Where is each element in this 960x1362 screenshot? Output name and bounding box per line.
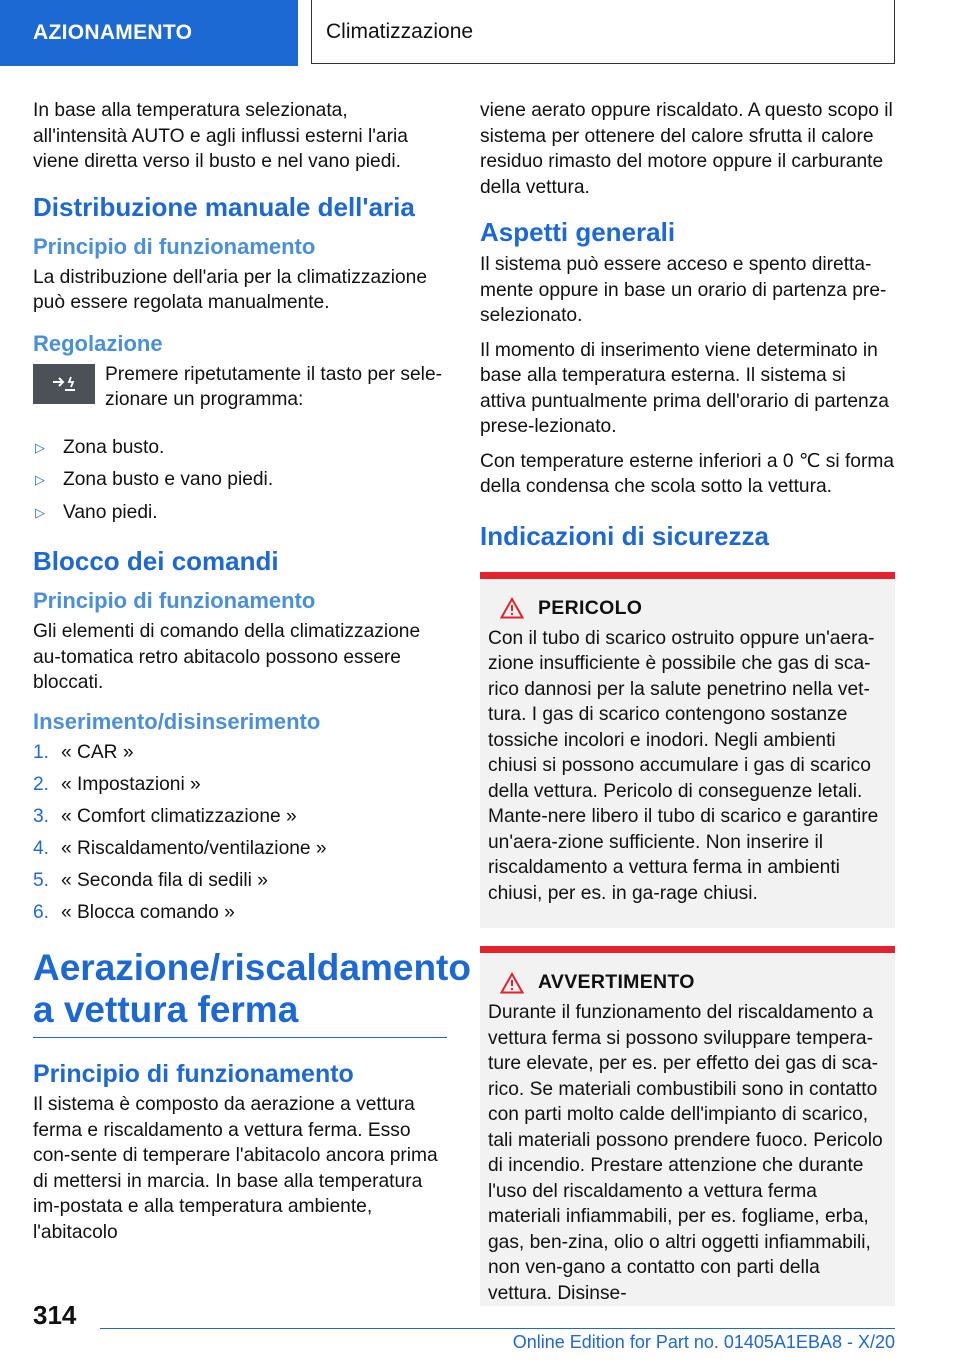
triangle-bullet-icon: ▷ [35, 439, 45, 455]
principle-paragraph-3: Il sistema è composto da aerazione a vettura ferma e riscaldamento a vettura ferma. Esso con-sente di temperare l'abitacolo ancora prima di mettersi in marcia. In base alla temperatura im-postata e alla temperatura ambiente, l'abitacolo [33, 1094, 438, 1243]
button-instruction-text: Premere ripetutamente il tasto per sele-zionare un programma: [105, 363, 442, 410]
page-header [0, 0, 960, 66]
chapter-title: Climatizzazione [311, 0, 895, 64]
blocco-heading: Blocco dei comandi [33, 546, 279, 576]
regolazione-heading: Regolazione [33, 330, 163, 356]
danger-text: Con il tubo di scarico ostruito oppure un'aera-zione insufficiente è possibile che gas di sca-rico dannosi per la salute penetrino nella vet-tura. I gas di scarico contengono sostanze tossiche incolori e inodori. Negli ambienti chiusi si possono accumulare i gas di scarico della vettura. Pericolo di conseguenze letali. Mante-nere libero il tubo di scarico e garantire un'aera-zione sufficiente. Non inserire il riscaldamento a vettura ferma in ambienti chiusi, per es. in ga-rage chiusi. [488, 627, 879, 904]
list-item: 3. « Comfort climatizzazione » [33, 805, 297, 827]
air-distribution-button-icon [33, 364, 95, 404]
list-item: 5. « Seconda fila di sedili » [33, 869, 268, 891]
aspetti-paragraph-3: Con temperature esterne inferiori a 0 ℃ si forma della condensa che scola sotto la vettura. [480, 450, 895, 497]
list-item: ▷ Vano piedi. [33, 500, 447, 526]
section-divider [33, 1037, 447, 1038]
list-item: ▷ Zona busto e vano piedi. [33, 467, 447, 493]
list-item: 6. « Blocca comando » [33, 901, 235, 923]
warning-triangle-icon [500, 597, 524, 619]
list-item: 2. « Impostazioni » [33, 773, 201, 795]
list-item: 4. « Riscaldamento/ventilazione » [33, 837, 327, 859]
principle-heading-3: Principio di funzionamento [33, 1060, 354, 1088]
button-instruction [33, 362, 447, 413]
principle-paragraph: La distribuzione dell'aria per la climatizzazione può essere regolata manualmente. [33, 266, 428, 313]
page-number: 314 [33, 1300, 77, 1330]
warning-box [480, 946, 895, 1306]
left-column [33, 98, 471, 1254]
sicurezza-heading: Indicazioni di sicurezza [480, 520, 769, 551]
triangle-bullet-icon: ▷ [35, 472, 45, 487]
aspetti-heading: Aspetti generali [480, 217, 676, 247]
warning-text: Durante il funzionamento del riscaldamento a vettura ferma si possono sviluppare tempera-ture elevate, per es. per effetto dei gas di sca-rico. Se materiali combustibili sono in contatto con parti molto calde dell'impianto di scarico, tali materiali possono prendere fuoco. Pericolo di incendio. Prestare attenzione che durante l'uso del riscaldamento a vettura ferma materiali infiammabili, per es. fogliame, erba, gas, ben-zina, olio o altri oggetti infiammabili, non ven-gano a contatto con parti della vettura. Disinse- [488, 1002, 883, 1304]
principle-heading: Principio di funzionamento [33, 233, 316, 259]
danger-title: PERICOLO [500, 597, 887, 620]
steps-list [33, 740, 447, 926]
danger-box [480, 572, 895, 929]
distribution-heading: Distribuzione manuale dell'aria [33, 191, 415, 222]
warning-triangle-icon [500, 972, 524, 994]
aspetti-paragraph-2: Il momento di inserimento viene determinato in base alla temperatura esterna. Il sistema si attiva puntualmente prima dell'orario di partenza prese-lezionato. [480, 339, 889, 437]
list-item: 1. « CAR » [33, 741, 134, 763]
right-column [480, 98, 895, 1320]
intro-paragraph: In base alla temperatura selezionata, all'intensità AUTO e agli influssi esterni l'aria viene diretta verso il busto e nel vano piedi. [33, 100, 408, 172]
continued-paragraph: viene aerato oppure riscaldato. A questo scopo il sistema per ottenere del calore sfrutta il calore residuo rimasto del motore oppure il carburante della vettura. [480, 100, 893, 198]
page-footer [0, 1296, 960, 1362]
aspetti-paragraph-1: Il sistema può essere acceso e spento diretta-mente oppure in base un orario di partenza pre-selezionato. [480, 254, 887, 326]
list-item: ▷ Zona busto. [33, 435, 447, 461]
warning-title: AVVERTIMENTO [500, 971, 887, 994]
distribution-options [33, 435, 447, 526]
principle-heading-2: Principio di funzionamento [33, 588, 316, 613]
inserimento-heading: Inserimento/disinserimento [33, 708, 321, 734]
main-section-heading: Aerazione/riscaldamento a vettura ferma [33, 947, 471, 1030]
edition-text: Online Edition for Part no. 01405A1EBA8 - X/20 [512, 1332, 895, 1352]
triangle-bullet-icon: ▷ [35, 504, 45, 520]
principle-paragraph-2: Gli elementi di comando della climatizzazione au-tomatica retro abitacolo possono essere bloccati. [33, 621, 421, 693]
footer-divider [100, 1328, 895, 1329]
section-tab[interactable]: AZIONAMENTO [0, 0, 298, 66]
